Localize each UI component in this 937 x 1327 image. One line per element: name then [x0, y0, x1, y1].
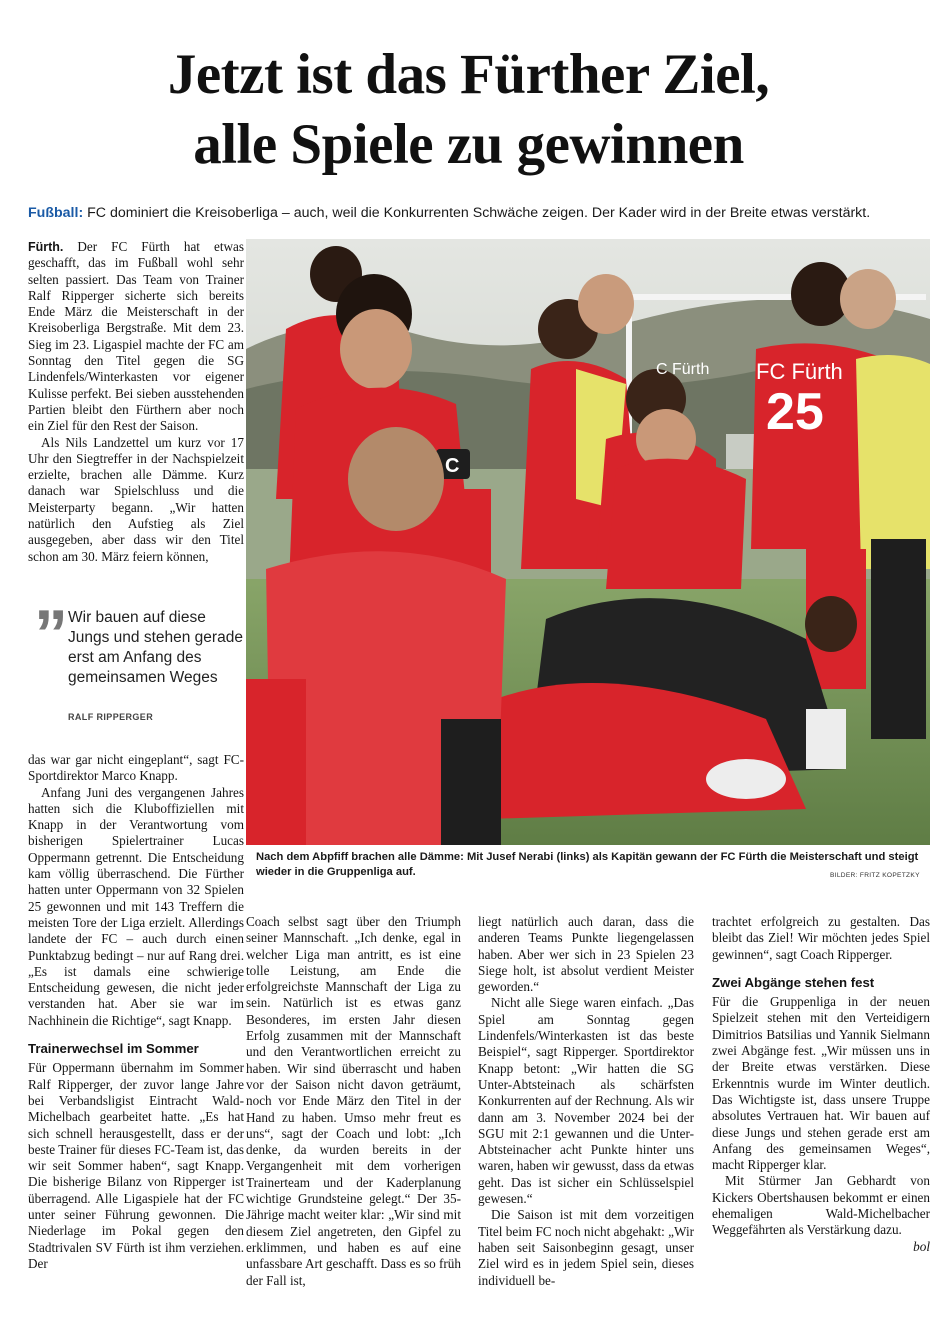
captain-band: C [445, 455, 460, 477]
article-paragraph: trachtet erfolgreich zu gestalten. Das bleibt das Ziel! Wir möchten jedes Spiel gewinnen“, sagt Coach Ripperger. [712, 914, 930, 962]
article-column-1-bottom [28, 752, 244, 1272]
subline-text: FC dominiert die Kreisoberliga – auch, weil die Konkurrenten Schwäche zeigen. Der Kader wird in der Breite etwas verstärkt. [83, 205, 871, 221]
article-paragraph: Die Saison ist mit dem vorzeitigen Titel beim FC noch nicht abgehakt: „Wir haben seit Saisonbeginn gesagt, unser Ziel wird es in jedem Spiel sein, dieses individuell be- [478, 1207, 694, 1288]
article-paragraph: Anfang Juni des vergangenen Jahres hatten sich die Kluboffiziellen mit Knapp in der Verantwortung vom bisherigen Spielertrainer Lucas Oppermann getrennt. Die Entscheidung kam völlig überraschend. Die Fürther hatten unter Oppermann von 32 Spielen 25 gewonnen und mit 143 Treffern die meisten Tore der Liga erzielt. Allerdings landete der FC – auch durch einen Punktabzug bedingt – nur auf Rang drei. „Es ist damals eine schwierige Entscheidung gewesen, die nicht jeder verstanden hat. Aber sie war im Nachhinein die Richtige“, sagt Knapp. [28, 784, 244, 1028]
headline [0, 40, 937, 180]
jersey-text-c-fuerth: C Fürth [656, 361, 710, 378]
photo-credit: BILDER: FRITZ KOPETZKY [830, 872, 920, 879]
article-column-4 [712, 914, 930, 1255]
subline [28, 204, 918, 222]
article-column-1-top [28, 239, 244, 565]
quote-text: Wir bauen auf diese Jungs und stehen gerade erst am Anfang des gemeinsamen Weges [68, 609, 243, 686]
subline-kicker: Fußball: [28, 205, 84, 221]
article-paragraph: Als Nils Landzettel um kurz vor 17 Uhr den Siegtreffer in der Nachspielzeit erzielte, brachen alle Dämme. Kurz danach war Spielschluss und die Meisterparty begann. „Wir hatten natürlich den Aufstieg als Ziel ausgegeben, aber dass wir den Titel schon am 30. März feiern können, [28, 434, 244, 564]
pull-quote [34, 596, 246, 732]
article-paragraph: Nicht alle Siege waren einfach. „Das Spiel am Sonntag gegen Lindenfels/Winterkasten ist das beste Beispiel“, sagt Ripperger. Sportdirektor Knapp betont: „Wir hatten die SG Unter-Abtsteinach als schärfsten Konkurrenten auf der Rechnung. Als wir dann am 3. November 2024 bei der SGU mit 2:1 gewannen und die Unter-Abtsteinacher acht Punkte hinter uns waren, haben wir gewusst, dass da etwas geht. Das ist sicher ein Schlüsselspiel gewesen.“ [478, 995, 694, 1207]
photo-illustration [246, 239, 930, 845]
article-column-3 [478, 914, 694, 1289]
author-signature: bol [913, 1238, 930, 1254]
article-paragraph: Mit Stürmer Jan Gebhardt von Kickers Obertshausen bekommt er einen ehemaligen Wald-Michelbacher Weggefährten als Verstärkung dazu. bol [712, 1173, 930, 1254]
jersey-text-fc-fuerth: FC Fürth [756, 359, 843, 384]
article-paragraph: Coach selbst sagt über den Triumph seiner Mannschaft. „Ich denke, egal in welcher Liga man antritt, es ist eine tolle Leistung, am Ende die erfolgreichste Mannschaft der Liga zu sein. Natürlich ist es etwas ganz Besonderes, im ersten Jahr diesen Erfolg zusammen mit der Mannschaft und den Verantwortlichen erreicht zu haben. Wir sind überrascht und haben vor der Saison nicht davon geträumt, noch vor Ende März den Titel in der Hand zu haben. Umso mehr freut es uns“, sagt der Coach und lobt: „Ich denke, da wurden bereits in der Vergangenheit mit dem vorherigen Trainerteam und der Kaderplanung wichtige Grundsteine gelegt.“ Der 35-Jährige macht weiter klar: „Wir sind mit diesem Ziel angetreten, den Gipfel zu erklimmen, und haben es auf eine unfassbare Art geschafft. Dass es so früh der Fall ist, [246, 914, 461, 1288]
headline-line-1: Jetzt ist das Fürther Ziel, [167, 43, 770, 106]
subheading: Trainerwechsel im Sommer [28, 1041, 199, 1057]
article-paragraph: Für Oppermann übernahm im Sommer Ralf Ripperger, der zuvor lange Jahre bei Verbandsligist Eintracht Wald-Michelbach gearbeitet hatte. „Es hat sich schnell herausgestellt, dass er der beste Trainer für dieses FC-Team ist, das wir seit Sommer haben“, sagt Knapp. Die bisherige Bilanz von Ripperger ist überragend. Alle Ligaspiele hat der FC unter seiner Führung gewonnen. Die Niederlage im Pokal gegen den Stadtrivalen SV Fürth ist ihm verziehen. Der [28, 1060, 244, 1271]
subheading: Zwei Abgänge stehen fest [712, 974, 875, 990]
team-celebration-photo [246, 239, 930, 845]
dateline: Fürth. [28, 240, 64, 254]
article-paragraph: Für die Gruppenliga in der neuen Spielzeit stehen mit den Verteidigern Dimitrios Batsilias und Yannik Sielmann zwei Abgänge fest. „Wir müssen uns in der Breite etwas verstärken. Diese Erkenntnis wurde im Winter deutlich. Das Wichtigste ist, dass unsere Truppe absolutes Vertrauen hat. Wir bauen auf diese Jungs und stehen gerade erst am Anfang des gemeinsamen Weges“, macht Ripperger klar. [712, 994, 930, 1173]
quote-author: RALF RIPPERGER [68, 712, 154, 722]
article-paragraph: das war gar nicht eingeplant“, sagt FC-Sportdirektor Marco Knapp. [28, 752, 244, 784]
quote-mark-icon: ” [34, 596, 68, 672]
photo-caption: Nach dem Abpfiff brachen alle Dämme: Mit Jusef Nerabi (links) als Kapitän gewann der FC Fürth die Meisterschaft und steigt wieder in die Gruppenliga auf. [256, 851, 919, 878]
article-paragraph: liegt natürlich auch daran, dass die anderen Teams Punkte liegengelassen haben. Aber wer sich in 23 Spielen 23 Siege holt, ist absolut verdient Meister geworden.“ [478, 914, 694, 995]
jersey-number: 25 [766, 383, 824, 441]
headline-line-2: alle Spiele zu gewinnen [193, 113, 744, 176]
article-column-2 [246, 914, 461, 1289]
article-paragraph: Fürth. Der FC Fürth hat etwas geschafft, das im Fußball wohl sehr selten passiert. Das Team von Trainer Ralf Ripperger sicherte sich bereits Ende März die Meisterschaft in der Kreisoberliga Bergstraße. Mit dem 23. Sieg im 23. Ligaspiel machte der FC am Sonntag den Titel gegen die SG Lindenfels/Winterkasten vor eigener Kulisse perfekt. Bei sieben ausstehenden Partien bleibt den Fürthern aber noch ein Ziel für den Rest der Saison. [28, 239, 244, 434]
